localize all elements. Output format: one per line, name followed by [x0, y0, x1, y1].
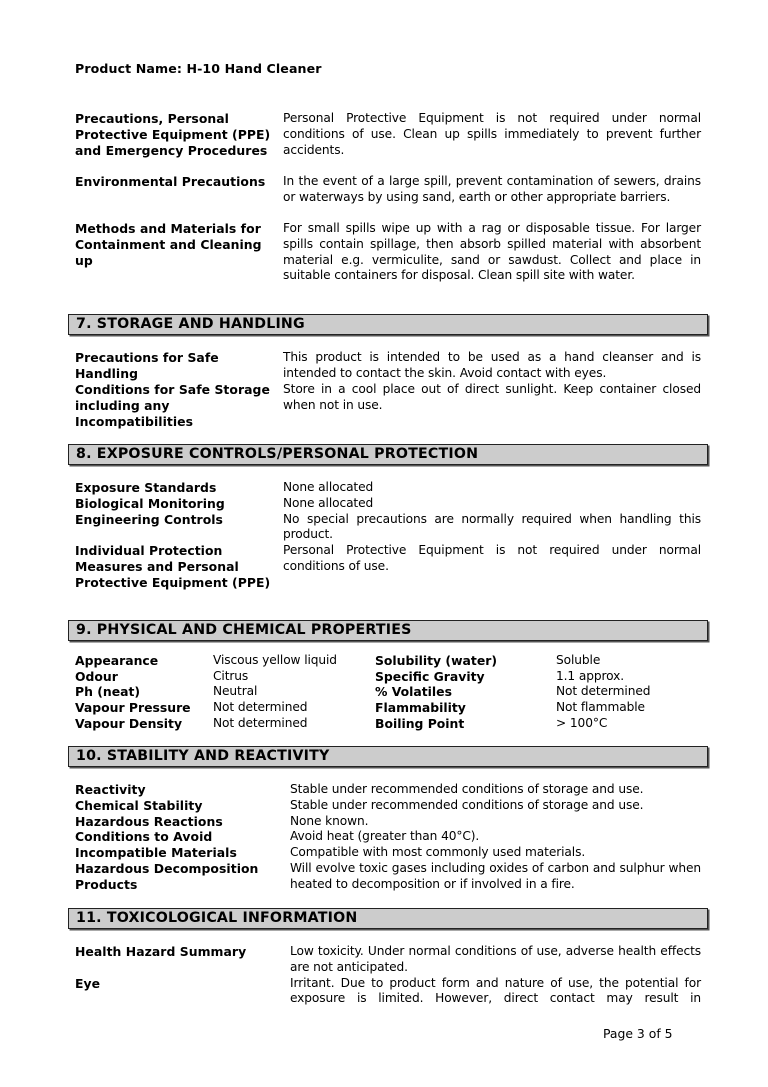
field-value: None allocated [283, 480, 374, 494]
property-label: % Volatiles [375, 684, 452, 700]
field-row [75, 543, 701, 590]
property-label: Specific Gravity [375, 668, 485, 684]
section-10-body [75, 782, 701, 893]
field-row [75, 944, 701, 976]
field-row [75, 798, 701, 814]
field-label: Health Hazard Summary [75, 944, 247, 959]
field-row [75, 845, 701, 861]
field-value: For small spills wipe up with a rag or disposable tissue. For larger spills contain spillage, then absorb spilled material with absorbent material e.g. vermiculite, sand or sawdust. Collect and place in suitable containers for disposal. Clean spill site with water. [283, 221, 701, 283]
properties-table [75, 653, 715, 732]
field-label: Reactivity [75, 782, 146, 797]
section-8-header: 8. EXPOSURE CONTROLS/PERSONAL PROTECTION [68, 444, 708, 465]
property-label: Flammability [375, 700, 466, 716]
property-label: Solubility (water) [375, 653, 498, 668]
field-value: Low toxicity. Under normal conditions of use, adverse health effects are not anticipated. [290, 944, 701, 974]
field-label: Eye [75, 975, 101, 991]
field-label: Exposure Standards [75, 480, 217, 495]
field-value: Will evolve toxic gases including oxides of carbon and sulphur when heated to decomposition or if involved in a fire. [290, 860, 701, 891]
section-8-body [75, 480, 701, 591]
property-label: Ph (neat) [75, 684, 141, 700]
section-6-continued [75, 111, 701, 284]
field-row [75, 829, 701, 845]
section-7-header: 7. STORAGE AND HANDLING [68, 314, 708, 335]
property-row [75, 669, 715, 685]
field-value: Stable under recommended conditions of storage and use. [290, 797, 644, 812]
field-value: Stable under recommended conditions of storage and use. [290, 782, 644, 796]
field-row [75, 782, 701, 798]
page-number: Page 3 of 5 [603, 1026, 673, 1041]
field-label: Individual Protection Measures and Personal Protective Equipment (PPE) [75, 543, 271, 590]
field-value: None known. [290, 813, 369, 828]
field-label: Biological Monitoring [75, 495, 225, 511]
field-value: This product is intended to be used as a hand cleanser and is intended to contact the skin. Avoid contact with eyes. [283, 350, 701, 380]
property-row [75, 700, 715, 716]
property-value: Viscous yellow liquid [213, 653, 337, 667]
property-value: 1.1 approx. [556, 668, 625, 683]
property-value: > 100°C [556, 715, 608, 730]
field-label: Conditions to Avoid [75, 829, 213, 845]
section-7-body [75, 350, 701, 429]
field-value: Personal Protective Equipment is not required under normal conditions of use. Clean up spills immediately to prevent further accidents. [283, 111, 701, 157]
property-label: Vapour Pressure [75, 700, 191, 716]
field-label: Environmental Precautions [75, 174, 266, 189]
field-value: No special precautions are normally required when handling this product. [283, 511, 701, 542]
property-value: Neutral [213, 684, 258, 699]
property-label: Vapour Density [75, 715, 183, 731]
field-value: Avoid heat (greater than 40°C). [290, 829, 480, 844]
field-row [75, 814, 701, 830]
property-row [75, 653, 715, 669]
field-label: Engineering Controls [75, 511, 223, 527]
field-value: Compatible with most commonly used materials. [290, 845, 586, 860]
field-row [75, 861, 701, 893]
field-value: In the event of a large spill, prevent contamination of sewers, drains or waterways by using sand, earth or other appropriate barriers. [283, 174, 701, 204]
field-value: Personal Protective Equipment is not required under normal conditions of use. [283, 543, 701, 573]
property-value: Citrus [213, 668, 249, 683]
property-value: Not determined [213, 715, 308, 730]
section-11-header: 11. TOXICOLOGICAL INFORMATION [68, 908, 708, 929]
field-row [75, 350, 701, 382]
field-label: Conditions for Safe Storage including any Incompatibilities [75, 382, 270, 429]
field-label: Precautions, Personal Protective Equipment (PPE) and Emergency Procedures [75, 111, 271, 158]
field-value: Irritant. Due to product form and nature of use, the potential for exposure is limited. However, direct contact may result in [290, 975, 701, 1006]
field-row [75, 512, 701, 544]
property-row [75, 684, 715, 700]
field-row [75, 976, 701, 1008]
field-row [75, 496, 701, 512]
field-row [75, 480, 701, 496]
property-label: Appearance [75, 653, 159, 668]
property-value: Not determined [556, 684, 651, 699]
property-value: Not flammable [556, 700, 645, 715]
property-label: Boiling Point [375, 715, 465, 731]
field-row [75, 174, 701, 221]
field-value: None allocated [283, 495, 374, 510]
product-name: Product Name: H-10 Hand Cleaner [75, 61, 322, 76]
field-row [75, 221, 701, 284]
property-value: Soluble [556, 653, 601, 667]
field-label: Hazardous Decomposition Products [75, 860, 259, 892]
field-value: Store in a cool place out of direct sunlight. Keep container closed when not in use. [283, 382, 701, 412]
field-label: Incompatible Materials [75, 845, 237, 861]
property-label: Odour [75, 668, 118, 684]
field-label: Precautions for Safe Handling [75, 350, 219, 381]
field-row [75, 382, 701, 429]
section-10-header: 10. STABILITY AND REACTIVITY [68, 746, 708, 767]
field-label: Methods and Materials for Containment and Cleaning up [75, 221, 262, 268]
field-row [75, 111, 701, 174]
property-value: Not determined [213, 700, 308, 715]
field-label: Chemical Stability [75, 797, 203, 813]
section-11-body [75, 944, 701, 1007]
field-label: Hazardous Reactions [75, 813, 223, 829]
section-9-header: 9. PHYSICAL AND CHEMICAL PROPERTIES [68, 620, 708, 641]
property-row [75, 716, 715, 732]
